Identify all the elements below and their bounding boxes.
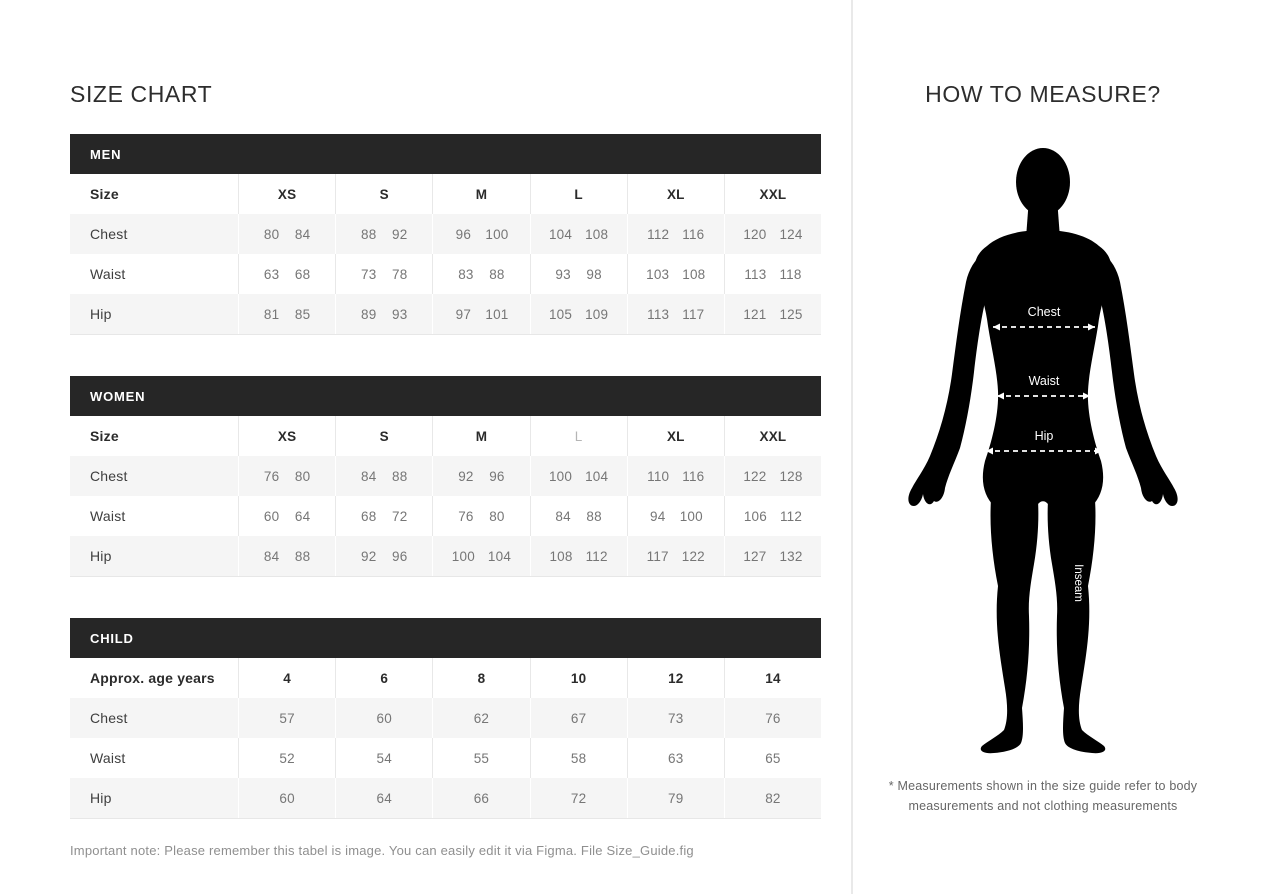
row-label: Hip — [90, 306, 112, 322]
measurement-value: 55 — [473, 750, 490, 766]
measurement-cell — [238, 294, 335, 334]
measurement-value: 116 — [682, 226, 705, 242]
measurement-value: 82 — [765, 790, 781, 806]
measurement-value: 109 — [585, 306, 609, 322]
table-row — [70, 496, 821, 536]
measurement-value: 117 — [646, 548, 669, 564]
measurement-cell — [724, 778, 821, 818]
measurement-cell — [530, 698, 627, 738]
measurement-value: 64 — [294, 508, 311, 524]
measurement-value: 67 — [570, 710, 587, 726]
measurement-value: 100 — [451, 548, 475, 564]
header-label: Size — [90, 186, 119, 202]
measurement-cell — [530, 254, 627, 294]
measurement-value: 120 — [743, 226, 767, 242]
measurement-value: 76 — [263, 468, 280, 484]
figma-note: Important note: Please remember this tabel is image. You can easily edit it via Figma. File Size_Guide.fig — [70, 843, 694, 858]
footnote-line-1: * Measurements shown in the size guide refer to body — [888, 779, 1198, 793]
measurement-value: 73 — [668, 710, 684, 726]
measurement-value: 96 — [392, 548, 408, 564]
size-table-child — [70, 618, 821, 819]
measurement-value: 118 — [779, 266, 802, 282]
measurement-value: 104 — [548, 226, 573, 242]
measurement-cell — [335, 254, 432, 294]
table-row — [70, 456, 821, 496]
measurement-value: 108 — [585, 226, 609, 242]
page-title: SIZE CHART — [70, 81, 213, 107]
column-header-cell: L — [530, 174, 627, 214]
measurement-cell — [238, 698, 335, 738]
column-header-cell: 12 — [627, 658, 724, 698]
measurement-value: 108 — [549, 548, 573, 564]
measurement-cell — [335, 536, 432, 576]
measurement-value: 88 — [392, 468, 408, 484]
measurement-cell — [238, 536, 335, 576]
column-header-cell: XS — [238, 174, 335, 214]
table-row — [70, 254, 821, 294]
measurement-value: 105 — [548, 306, 573, 322]
measurement-value: 92 — [392, 226, 408, 242]
measurement-value: 80 — [294, 468, 311, 484]
measurement-cell — [238, 778, 335, 818]
column-header-row — [70, 174, 821, 214]
column-header-cell: S — [335, 416, 432, 456]
measurement-value: 76 — [458, 508, 474, 524]
measurement-value: 54 — [376, 750, 392, 766]
column-header-cell: XL — [627, 174, 724, 214]
section-label: MEN — [90, 146, 122, 162]
measurement-cell — [432, 294, 529, 334]
measurement-cell — [627, 254, 724, 294]
row-label: Chest — [90, 468, 128, 484]
measurement-value: 104 — [585, 468, 609, 484]
measurement-value: 112 — [647, 226, 670, 242]
measurement-value: 92 — [361, 548, 377, 564]
measurement-value: 89 — [361, 306, 377, 322]
table-row — [70, 536, 821, 576]
row-label: Waist — [90, 508, 126, 524]
chest-label: Chest — [1027, 305, 1061, 319]
header-label: Size — [90, 428, 119, 444]
measurement-value: 116 — [682, 468, 705, 484]
how-to-measure-panel — [852, 0, 1276, 894]
section-label: WOMEN — [90, 388, 146, 404]
measurement-value: 60 — [279, 790, 295, 806]
measurement-value: 64 — [376, 790, 392, 806]
column-header-row — [70, 416, 821, 456]
measurement-cell — [724, 254, 821, 294]
measurement-value: 96 — [455, 226, 472, 242]
column-header-cell: XS — [238, 416, 335, 456]
measurement-value: 93 — [392, 306, 408, 322]
measurement-cell — [724, 536, 821, 576]
measurement-value: 88 — [586, 508, 602, 524]
measurement-value: 78 — [392, 266, 408, 282]
left-leg-shape — [981, 476, 1039, 753]
measurement-cell — [238, 738, 335, 778]
measurement-cell — [530, 778, 627, 818]
section-bar — [70, 134, 821, 174]
measurement-cell — [530, 738, 627, 778]
measurement-cell — [432, 214, 529, 254]
measurement-value: 80 — [489, 508, 505, 524]
measurement-value: 88 — [294, 548, 311, 564]
measurement-value: 81 — [263, 306, 280, 322]
measurement-value: 132 — [779, 548, 803, 564]
section-bar — [70, 618, 821, 658]
column-header-cell: 4 — [238, 658, 335, 698]
measurement-value: 79 — [668, 790, 684, 806]
measurement-cell — [627, 738, 724, 778]
column-header-cell: 6 — [335, 658, 432, 698]
size-table-men — [70, 134, 821, 335]
column-header-cell: M — [432, 174, 529, 214]
measurement-cell — [724, 738, 821, 778]
measurement-value: 96 — [489, 468, 505, 484]
body-silhouette — [908, 146, 1178, 756]
measurement-cell — [627, 536, 724, 576]
measurement-cell — [432, 698, 529, 738]
measurement-value: 85 — [294, 306, 311, 322]
measurement-value: 113 — [744, 266, 767, 282]
inseam-label: Inseam — [1072, 564, 1084, 602]
measurement-cell — [432, 496, 529, 536]
hip-label: Hip — [1034, 429, 1054, 443]
measurement-cell — [627, 214, 724, 254]
measurement-value: 93 — [555, 266, 571, 282]
measurement-value: 121 — [743, 306, 767, 322]
measurement-value: 88 — [361, 226, 377, 242]
measurements-footnote — [852, 776, 1234, 816]
measurement-value: 72 — [570, 790, 587, 806]
waist-label: Waist — [1028, 374, 1060, 388]
measurement-cell — [432, 536, 529, 576]
measurement-value: 122 — [743, 468, 767, 484]
measurement-value: 83 — [458, 266, 474, 282]
how-to-measure-title: HOW TO MEASURE? — [925, 81, 1161, 107]
measurement-value: 127 — [743, 548, 767, 564]
column-header-cell: 10 — [530, 658, 627, 698]
measurement-value: 60 — [263, 508, 280, 524]
row-label: Hip — [90, 548, 112, 564]
row-label: Chest — [90, 226, 128, 242]
measurement-cell — [335, 214, 432, 254]
measurement-value: 72 — [392, 508, 408, 524]
footnote-line-2: measurements and not clothing measurements — [908, 799, 1178, 813]
measurement-value: 94 — [649, 508, 666, 524]
measurement-cell — [627, 496, 724, 536]
measurement-cell — [335, 294, 432, 334]
measurement-cell — [238, 214, 335, 254]
measurement-value: 103 — [646, 266, 670, 282]
measurement-value: 104 — [487, 548, 512, 564]
measurement-cell — [724, 214, 821, 254]
measurement-value: 66 — [473, 790, 490, 806]
column-header-cell: XXL — [724, 174, 821, 214]
measurement-value: 68 — [294, 266, 311, 282]
size-tables — [70, 134, 821, 860]
row-label: Hip — [90, 790, 112, 806]
table-row — [70, 738, 821, 778]
measurement-value: 58 — [570, 750, 587, 766]
measurement-value: 52 — [279, 750, 295, 766]
measurement-cell — [238, 254, 335, 294]
measurement-value: 98 — [586, 266, 602, 282]
measurement-value: 84 — [555, 508, 571, 524]
measurement-cell — [724, 294, 821, 334]
measurement-cell — [432, 456, 529, 496]
measurement-cell — [238, 456, 335, 496]
table-row — [70, 778, 821, 818]
right-leg-shape — [1048, 476, 1106, 753]
measurement-value: 76 — [765, 710, 781, 726]
column-header-cell: 8 — [432, 658, 529, 698]
measurement-value: 108 — [682, 266, 706, 282]
left-arm-shape — [908, 249, 996, 506]
measurement-value: 88 — [489, 266, 505, 282]
column-header-cell: M — [432, 416, 529, 456]
measurement-value: 101 — [485, 306, 509, 322]
measurement-value: 60 — [376, 710, 392, 726]
measurement-cell — [530, 294, 627, 334]
measurement-cell — [627, 294, 724, 334]
column-header-row — [70, 658, 821, 698]
body-silhouette-figure — [908, 146, 1178, 756]
measurement-value: 63 — [668, 750, 684, 766]
measurement-cell — [627, 456, 724, 496]
measurement-cell — [724, 698, 821, 738]
measurement-cell — [530, 456, 627, 496]
header-label: Approx. age years — [90, 670, 215, 686]
table-row — [70, 294, 821, 334]
torso-shape — [975, 230, 1112, 508]
measurement-value: 84 — [361, 468, 377, 484]
measurement-value: 62 — [473, 710, 490, 726]
table-row — [70, 698, 821, 738]
column-header-cell: L — [530, 416, 627, 456]
measurement-value: 63 — [263, 266, 280, 282]
measurement-value: 57 — [279, 710, 295, 726]
measurement-cell — [335, 738, 432, 778]
measurement-value: 113 — [647, 306, 670, 322]
measurement-value: 125 — [779, 306, 803, 322]
measurement-value: 100 — [679, 508, 703, 524]
measurement-value: 80 — [263, 226, 280, 242]
measurement-value: 92 — [458, 468, 474, 484]
measurement-cell — [530, 536, 627, 576]
measurement-value: 65 — [765, 750, 781, 766]
measurement-value: 112 — [585, 548, 608, 564]
measurement-cell — [335, 698, 432, 738]
measurement-cell — [724, 456, 821, 496]
column-header-cell: XL — [627, 416, 724, 456]
measurement-value: 84 — [263, 548, 280, 564]
measurement-cell — [724, 496, 821, 536]
section-bar — [70, 376, 821, 416]
measurement-value: 100 — [485, 226, 509, 242]
measurement-cell — [335, 456, 432, 496]
measurement-cell — [530, 496, 627, 536]
measurement-value: 112 — [779, 508, 803, 524]
row-label: Waist — [90, 266, 126, 282]
measurement-cell — [627, 778, 724, 818]
section-label: CHILD — [90, 630, 134, 646]
column-header-cell: S — [335, 174, 432, 214]
measurement-cell — [432, 738, 529, 778]
measurement-value: 97 — [455, 306, 472, 322]
measurement-value: 122 — [681, 548, 705, 564]
measurement-value: 124 — [779, 226, 803, 242]
measurement-value: 84 — [294, 226, 311, 242]
measurement-value: 68 — [361, 508, 377, 524]
measurement-cell — [238, 496, 335, 536]
measurement-value: 110 — [647, 468, 670, 484]
measurement-value: 100 — [548, 468, 573, 484]
measurement-cell — [335, 778, 432, 818]
row-label: Waist — [90, 750, 126, 766]
measurement-cell — [627, 698, 724, 738]
measurement-cell — [335, 496, 432, 536]
measurement-value: 106 — [743, 508, 767, 524]
right-arm-shape — [1089, 249, 1177, 506]
row-label: Chest — [90, 710, 128, 726]
table-row — [70, 214, 821, 254]
measurement-cell — [432, 778, 529, 818]
column-header-cell: XXL — [724, 416, 821, 456]
size-table-women — [70, 376, 821, 577]
measurement-cell — [530, 214, 627, 254]
measurement-value: 73 — [361, 266, 377, 282]
column-header-cell: 14 — [724, 658, 821, 698]
measurement-value: 117 — [682, 306, 705, 322]
measurement-value: 128 — [779, 468, 803, 484]
measurement-cell — [432, 254, 529, 294]
